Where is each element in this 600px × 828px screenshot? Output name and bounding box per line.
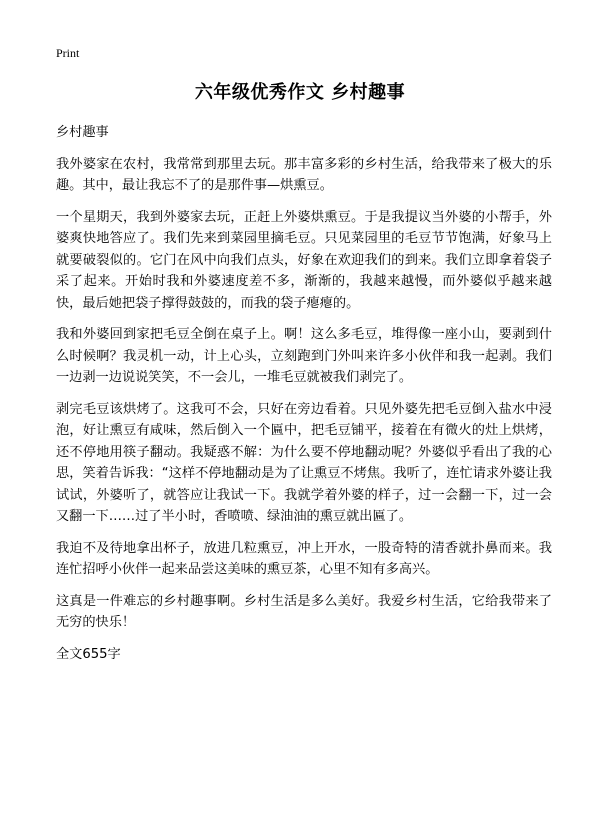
page-title: 六年级优秀作文 乡村趣事 xyxy=(194,82,406,103)
word-count: 全文655字 xyxy=(56,646,121,662)
paragraph-3: 我和外婆回到家把毛豆全倒在桌子上。啊！这么多毛豆，堆得像一座小山，要剥到什么时候啊？我灵机一动，计上心头，立刻跑到门外叫来许多小伙伴和我一起剥。我们一边剥一边说说笑笑，不一会儿，一堆毛豆就被我们剥完了。 xyxy=(56,327,552,385)
article-subtitle: 乡村趣事 xyxy=(56,125,109,140)
article-body xyxy=(56,122,552,665)
paragraph-1: 我外婆家在农村，我常常到那里去玩。那丰富多彩的乡村生活，给我带来了极大的乐趣。其中，最让我忘不了的是那件事—烘熏豆。 xyxy=(56,156,552,193)
paragraph-6: 这真是一件难忘的乡村趣事啊。乡村生活是多么美好。我爱乡村生活，它给我带来了无穷的快乐！ xyxy=(56,593,552,630)
paragraph-5: 我迫不及待地拿出杯子，放进几粒熏豆，冲上开水，一股奇特的清香就扑鼻而来。我连忙招呼小伙伴一起来品尝这美味的熏豆茶，心里不知有多高兴。 xyxy=(56,540,552,577)
paragraph-4: 剥完毛豆该烘烤了。这我可不会，只好在旁边看着。只见外婆先把毛豆倒入盐水中浸泡，好让熏豆有咸味，然后倒入一个匾中，把毛豆铺平，接着在有微火的灶上烘烤，还不停地用筷子翻动。我疑惑不解：为什么要不停地翻动呢？外婆似乎看出了我的心思，笑着告诉我：“这样不停地翻动是为了让熏豆不烤焦。我听了，连忙请求外婆让我试试，外婆听了，就答应让我试一下。我就学着外婆的样子，过一会翻一下，过一会又翻一下……过了半小时，香喷喷、绿油油的熏豆就出匾了。 xyxy=(56,401,552,524)
paragraph-2: 一个星期天，我到外婆家去玩，正赶上外婆烘熏豆。于是我提议当外婆的小帮手，外婆爽快地答应了。我们先来到菜园里摘毛豆。只见菜园里的毛豆节节饱满，好象马上就要破裂似的。它门在风中向我们点头，好象在欢迎我们的到来。我们立即拿着袋子采了起来。开始时我和外婆速度差不多，渐渐的，我越来越慢，而外婆似乎越来越快，最后她把袋子撑得鼓鼓的，而我的袋子瘪瘪的。 xyxy=(56,209,552,311)
print-link[interactable]: Print xyxy=(56,46,80,60)
